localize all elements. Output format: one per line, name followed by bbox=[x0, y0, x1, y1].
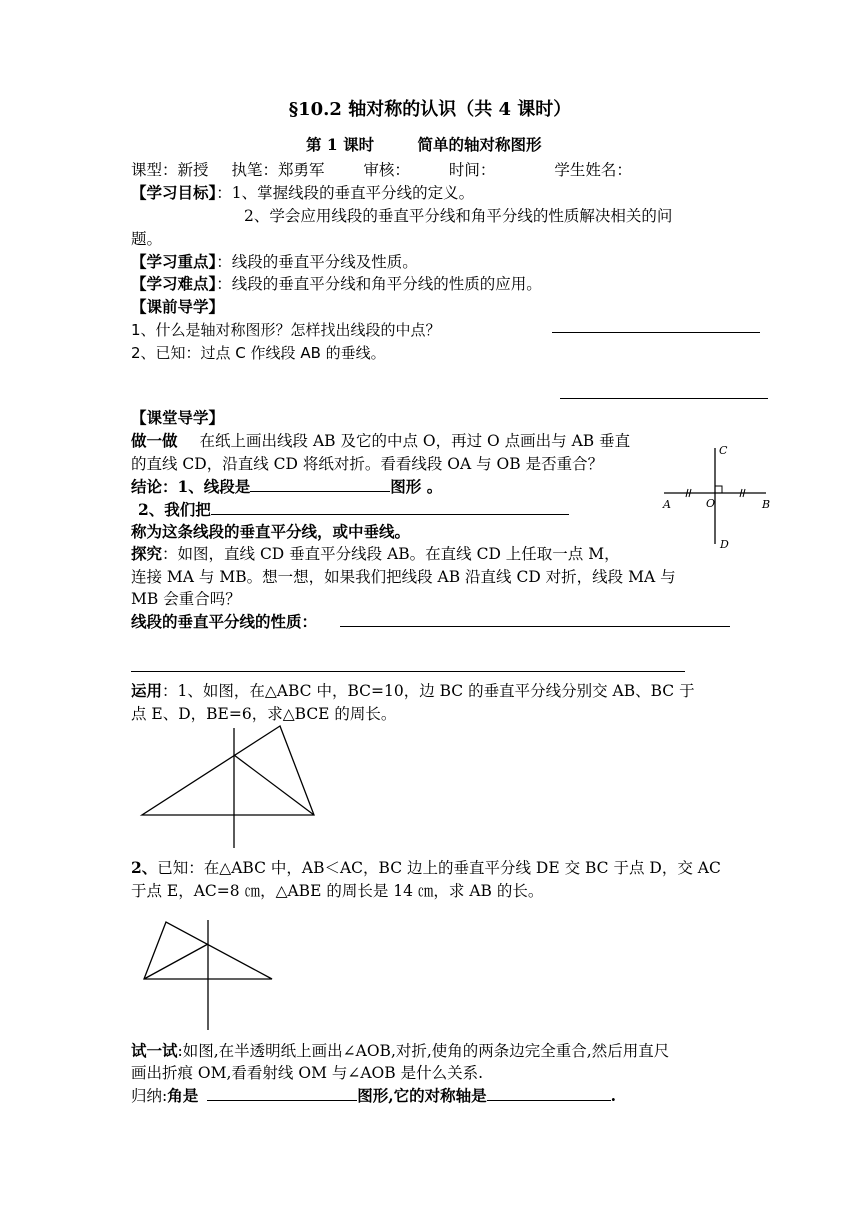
application-p1-text-1: ：1、如图，在△ABC 中，BC=10，边 BC 的垂直平分线分别交 AB、BC 于 bbox=[162, 682, 695, 700]
property-line bbox=[131, 612, 317, 632]
point-label-b: B bbox=[762, 498, 771, 511]
property-label: 线段的垂直平分线的性质： bbox=[131, 612, 318, 631]
conclusion-1-a: 结论：1、线段是 bbox=[131, 477, 251, 496]
explore-line-1 bbox=[131, 544, 620, 564]
objective-item-2: 2、学会应用线段的垂直平分线和角平分线的性质解决相关的问 bbox=[244, 207, 673, 225]
explore-line-2: 连接 MA 与 MB。想一想，如果我们把线段 AB 沿直线 CD 对折，线段 MA 与 bbox=[131, 568, 676, 586]
summary-line bbox=[131, 1086, 616, 1106]
point-label-c: C bbox=[719, 444, 728, 457]
activity-text: 在纸上画出线段 AB 及它的中点 O，再过 O 点画出与 AB 垂直 bbox=[199, 432, 631, 450]
meta-author: 执笔：郑勇军 bbox=[231, 161, 325, 179]
summary-a: 角是 bbox=[167, 1086, 199, 1105]
conclusion-1 bbox=[131, 477, 442, 497]
classroom-label: 【课堂导学】 bbox=[131, 408, 225, 427]
summary-blank-1 bbox=[207, 1086, 357, 1101]
point-label-o: O bbox=[706, 497, 716, 510]
conclusion-2-b: 称为这条线段的垂直平分线，或中垂线。 bbox=[131, 522, 411, 541]
application-2-line-1 bbox=[131, 858, 721, 878]
preview-question-2: 2、已知：过点 C 作线段 AB 的垂线。 bbox=[131, 344, 386, 362]
conclusion-2 bbox=[138, 500, 569, 520]
preview-label: 【课前导学】 bbox=[131, 297, 225, 316]
right-angle-mark bbox=[715, 486, 722, 493]
application-line-2: 点 E、D，BE=6，求△BCE 的周长。 bbox=[131, 705, 397, 723]
property-blank-2 bbox=[131, 671, 685, 672]
explore-text-1: ：如图，直线 CD 垂直平分线段 AB。在直线 CD 上任取一点 M， bbox=[162, 545, 620, 563]
meta-time: 时间： bbox=[448, 161, 496, 179]
meta-line bbox=[131, 160, 632, 180]
property-blank-1 bbox=[340, 626, 730, 627]
meta-student: 学生姓名： bbox=[554, 161, 632, 179]
lesson-subtitle bbox=[306, 135, 542, 155]
page-title: §10.2 轴对称的认识（共 4 课时） bbox=[288, 99, 572, 120]
triangle-figure-2 bbox=[140, 918, 280, 1038]
preview-question-1: 1、什么是轴对称图形？怎样找出线段的中点？ bbox=[131, 321, 441, 339]
summary-end: . bbox=[610, 1086, 616, 1105]
conclusion-2-blank bbox=[211, 500, 569, 515]
answer-blank-1 bbox=[552, 332, 760, 333]
conclusion-2-a: 2、我们把 bbox=[138, 500, 211, 519]
activity-line-2: 的直线 CD，沿直线 CD 将纸对折。看看线段 OA 与 OB 是否重合？ bbox=[131, 455, 604, 473]
lesson-topic: 简单的轴对称图形 bbox=[417, 135, 542, 154]
point-label-a: A bbox=[663, 498, 671, 511]
meta-type: 课型：新授 bbox=[131, 161, 209, 179]
summary-blank-2 bbox=[487, 1086, 611, 1101]
activity-line-1 bbox=[131, 431, 630, 451]
lesson-number: 第 1 课时 bbox=[306, 135, 375, 154]
try-line-1 bbox=[131, 1041, 669, 1061]
application-2-label: 2、 bbox=[131, 858, 158, 877]
application-2-text-1: 已知：在△ABC 中，AB＜AC，BC 边上的垂直平分线 DE 交 BC 于点 D，交 AC bbox=[157, 859, 721, 877]
objective-item-1: ：1、掌握线段的垂直平分线的定义。 bbox=[216, 184, 475, 202]
application-label: 运用 bbox=[131, 681, 163, 700]
try-text-1: :如图,在半透明纸上画出∠AOB,对折,使角的两条边完全重合,然后用直尺 bbox=[177, 1042, 670, 1060]
key-point-line bbox=[131, 252, 418, 272]
conclusion-1-b: 图形 。 bbox=[390, 477, 443, 496]
try-line-2: 画出折痕 OM,看看射线 OM 与∠AOB 是什么关系. bbox=[131, 1064, 483, 1082]
difficulty-line bbox=[131, 274, 542, 294]
answer-blank-2 bbox=[560, 398, 768, 399]
application-2-line-2: 于点 E，AC=8 ㎝，△ABE 的周长是 14 ㎝，求 AB 的长。 bbox=[131, 882, 544, 900]
meta-review: 审核： bbox=[363, 161, 410, 179]
point-label-d: D bbox=[720, 538, 729, 551]
conclusion-1-blank bbox=[250, 477, 390, 492]
difficulty-label: 【学习难点】 bbox=[131, 274, 217, 293]
activity-label: 做一做 bbox=[131, 431, 178, 450]
objectives-label: 【学习目标】 bbox=[131, 183, 217, 202]
objective-item-2-cont: 题。 bbox=[131, 230, 163, 248]
explore-label: 探究 bbox=[131, 544, 163, 563]
summary-prefix: 归纳: bbox=[131, 1087, 168, 1105]
triangle-figure-1 bbox=[138, 722, 328, 852]
key-point-text: ：线段的垂直平分线及性质。 bbox=[216, 253, 418, 271]
summary-b: 图形,它的对称轴是 bbox=[357, 1086, 487, 1105]
difficulty-text: ：线段的垂直平分线和角平分线的性质的应用。 bbox=[216, 275, 542, 293]
triangle-abc bbox=[142, 726, 314, 815]
objectives-line-1 bbox=[131, 183, 474, 203]
key-point-label: 【学习重点】 bbox=[131, 252, 217, 271]
perpendicular-bisector-figure bbox=[662, 440, 772, 550]
try-label: 试一试 bbox=[131, 1041, 178, 1060]
segment-be bbox=[144, 944, 208, 979]
explore-line-3: MB 会重合吗？ bbox=[131, 590, 241, 608]
application-line-1 bbox=[131, 681, 695, 701]
